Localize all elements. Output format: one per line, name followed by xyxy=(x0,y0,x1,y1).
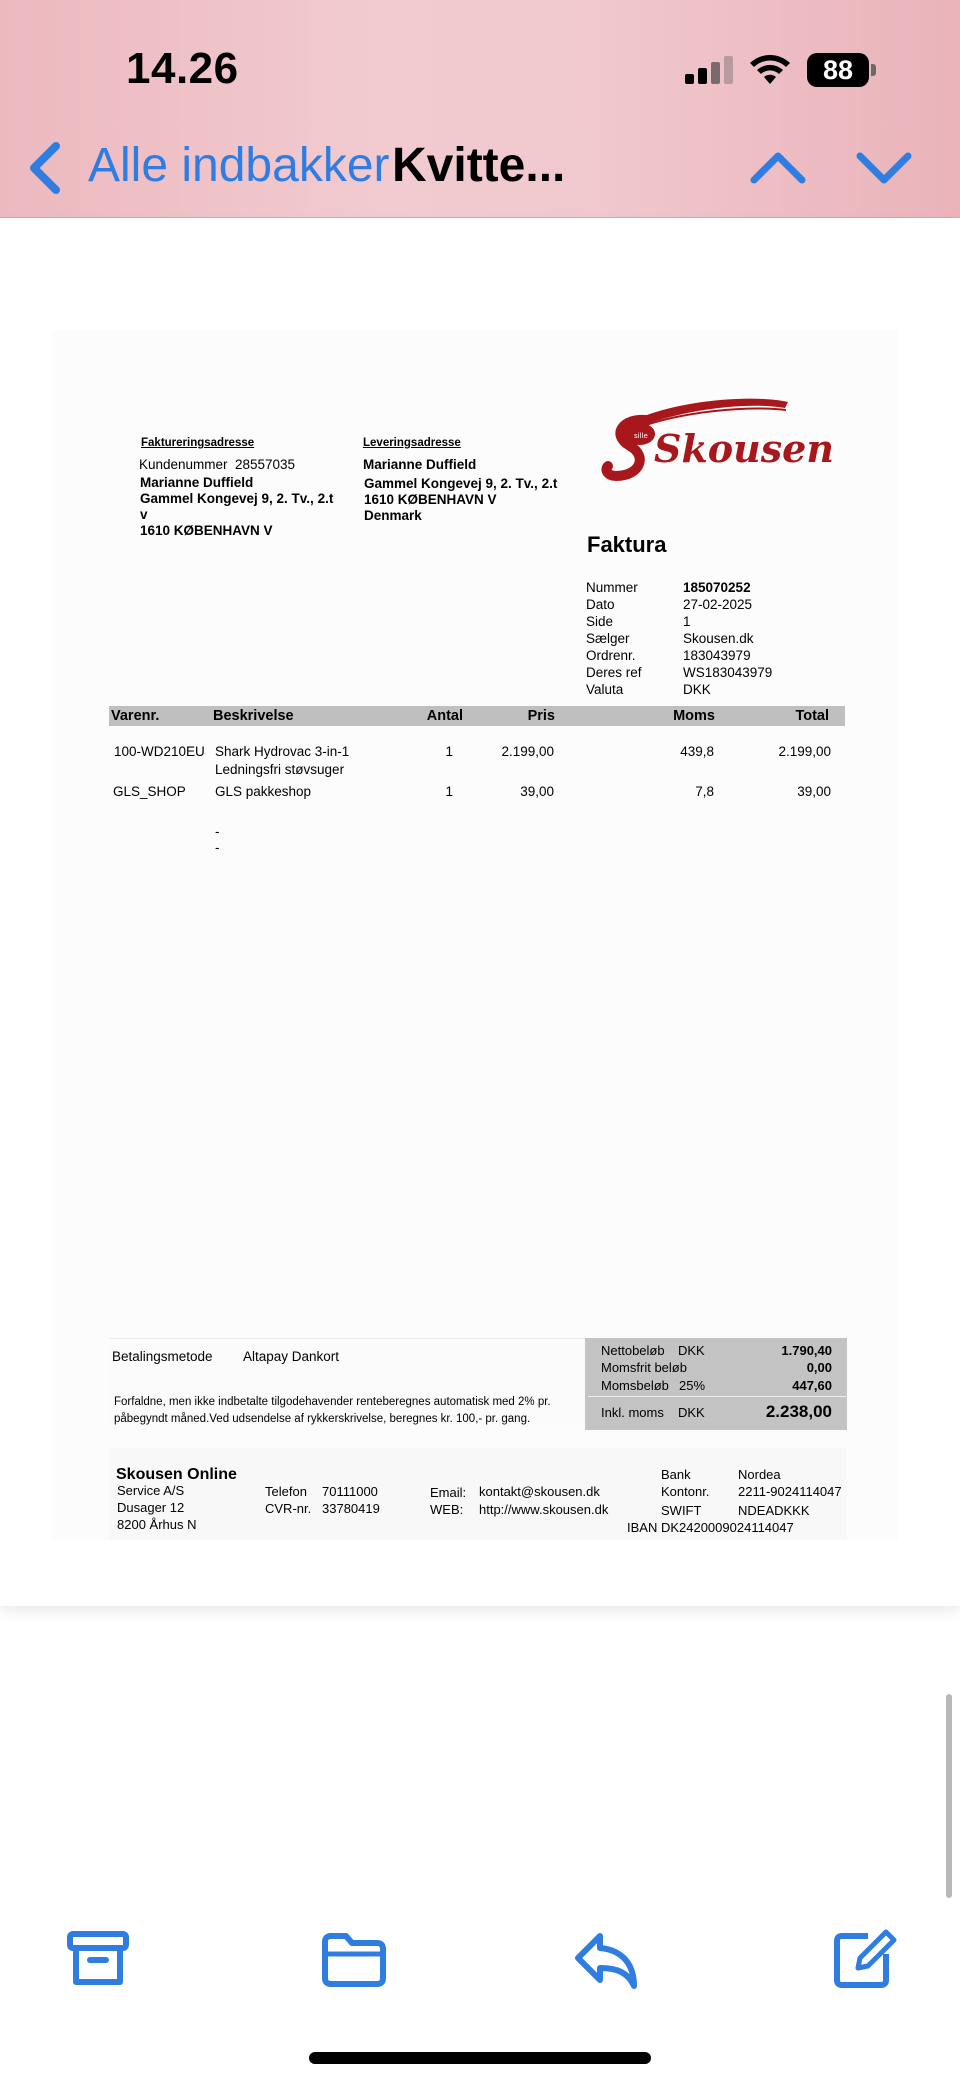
meta-label: Ordrenr. xyxy=(586,648,636,663)
meta-label: Side xyxy=(586,614,614,629)
dash-line: - xyxy=(215,840,220,855)
meta-value: 27-02-2025 xyxy=(683,597,753,612)
line-pris: 39,00 xyxy=(520,784,554,799)
customer-number: 28557035 xyxy=(235,457,296,472)
netto-label: Nettobeløb xyxy=(601,1343,665,1358)
company-name: Skousen Online xyxy=(116,1466,237,1483)
moms-rate: 25% xyxy=(679,1378,706,1393)
line-varenr: GLS_SHOP xyxy=(113,784,186,799)
lines-table-header xyxy=(109,706,845,726)
delivery-country: Denmark xyxy=(364,508,422,523)
line-desc: GLS pakkeshop xyxy=(215,784,312,799)
swift: NDEADKKK xyxy=(738,1503,810,1518)
col-varenr: Varenr. xyxy=(111,708,160,724)
line-varenr: 100-WD210EU xyxy=(114,744,205,759)
iban: IBAN DK2420009024114047 xyxy=(627,1520,794,1535)
line-moms: 439,8 xyxy=(680,744,714,759)
line-desc-cont: Ledningsfri støvsuger xyxy=(215,762,345,777)
previous-message-icon[interactable] xyxy=(748,148,808,188)
meta-label: Dato xyxy=(586,597,615,612)
col-total: Total xyxy=(795,708,829,724)
payment-notice-2: påbegyndt måned.Ved udsendelse af rykkerskrivelse, beregnes kr. 100,- pr. gang. xyxy=(114,1413,531,1425)
svg-text:sille: sille xyxy=(634,432,648,440)
billing-street-cont: v xyxy=(140,507,148,522)
scrollbar[interactable] xyxy=(946,1694,952,1898)
moms-value: 447,60 xyxy=(792,1378,832,1393)
konto: 2211-9024114047 xyxy=(738,1484,842,1499)
line-total: 2.199,00 xyxy=(778,744,831,759)
line-desc: Shark Hydrovac 3-in-1 xyxy=(215,744,350,759)
swift-label: SWIFT xyxy=(661,1503,702,1518)
delivery-heading: Leveringsadresse xyxy=(363,437,461,449)
meta-label: Deres ref xyxy=(586,665,642,680)
payment-method: Altapay Dankort xyxy=(243,1349,340,1364)
meta-value: 1 xyxy=(683,614,691,629)
wifi-icon xyxy=(749,54,791,86)
payment-notice-1: Forfaldne, men ikke indbetalte tilgodehavender renteberegnes automatisk med 2% pr. xyxy=(114,1396,551,1408)
battery-level: 88 xyxy=(807,53,869,87)
inkl-currency: DKK xyxy=(678,1405,705,1420)
line-antal: 1 xyxy=(445,784,453,799)
delivery-city: 1610 KØBENHAVN V xyxy=(364,492,497,507)
status-time: 14.26 xyxy=(126,44,239,93)
archive-icon[interactable] xyxy=(66,1928,130,1990)
meta-label: Sælger xyxy=(586,631,630,646)
netto-value: 1.790,40 xyxy=(781,1343,832,1358)
billing-heading: Faktureringsadresse xyxy=(141,437,255,449)
home-indicator[interactable] xyxy=(309,2052,651,2064)
meta-label: Nummer xyxy=(586,580,638,595)
reply-icon[interactable] xyxy=(574,1928,638,1990)
back-to-inboxes-button[interactable]: Alle indbakker xyxy=(88,139,390,192)
col-beskrivelse: Beskrivelse xyxy=(213,708,294,724)
meta-value: DKK xyxy=(683,682,711,697)
next-message-icon[interactable] xyxy=(854,148,914,188)
meta-value: 185070252 xyxy=(683,580,751,595)
skousen-logo xyxy=(602,390,834,490)
delivery-name: Marianne Duffield xyxy=(363,457,477,472)
line-total: 39,00 xyxy=(797,784,831,799)
konto-label: Kontonr. xyxy=(661,1484,710,1499)
phone: 70111000 xyxy=(322,1484,378,1499)
logo-text: Skousen xyxy=(654,426,834,471)
col-pris: Pris xyxy=(527,708,555,724)
inkl-value: 2.238,00 xyxy=(765,1402,832,1421)
line-moms: 7,8 xyxy=(695,784,714,799)
company-line3: 8200 Århus N xyxy=(117,1517,197,1532)
customer-number-label: Kundenummer xyxy=(139,457,228,472)
meta-value: 183043979 xyxy=(683,648,751,663)
line-antal: 1 xyxy=(445,744,453,759)
delivery-street: Gammel Kongevej 9, 2. Tv., 2.t xyxy=(364,476,558,491)
battery-icon xyxy=(807,53,876,87)
meta-label: Valuta xyxy=(586,682,624,697)
mail-header xyxy=(0,0,960,218)
web-link[interactable]: http://www.skousen.dk xyxy=(479,1502,609,1517)
email-link[interactable]: kontakt@skousen.dk xyxy=(479,1484,600,1499)
dash-line: - xyxy=(215,824,220,839)
momsfrit-value: 0,00 xyxy=(806,1360,832,1375)
cvr-label: CVR-nr. xyxy=(265,1501,312,1516)
billing-city: 1610 KØBENHAVN V xyxy=(140,523,273,538)
billing-name: Marianne Duffield xyxy=(140,475,254,490)
payment-method-label: Betalingsmetode xyxy=(112,1349,213,1364)
netto-currency: DKK xyxy=(678,1343,705,1358)
phone-label: Telefon xyxy=(265,1484,307,1499)
company-line1: Service A/S xyxy=(117,1483,185,1498)
inkl-label: Inkl. moms xyxy=(601,1405,664,1420)
meta-value: Skousen.dk xyxy=(683,631,754,646)
bank: Nordea xyxy=(738,1467,781,1482)
compose-icon[interactable] xyxy=(832,1928,896,1990)
col-antal: Antal xyxy=(426,708,463,724)
billing-street: Gammel Kongevej 9, 2. Tv., 2.t xyxy=(140,491,334,506)
email-label: Email: xyxy=(430,1485,467,1500)
message-title: Kvitte... xyxy=(392,139,566,192)
cvr: 33780419 xyxy=(322,1501,380,1516)
momsfrit-label: Momsfrit beløb xyxy=(601,1360,687,1375)
invoice-title: Faktura xyxy=(587,532,667,557)
line-pris: 2.199,00 xyxy=(501,744,554,759)
web-label: WEB: xyxy=(430,1502,464,1517)
bank-label: Bank xyxy=(661,1467,691,1482)
col-moms: Moms xyxy=(673,708,715,724)
company-line2: Dusager 12 xyxy=(117,1500,185,1515)
status-icons xyxy=(685,50,876,90)
back-chevron-icon[interactable] xyxy=(26,140,66,196)
meta-value: WS183043979 xyxy=(683,665,773,680)
folder-icon[interactable] xyxy=(320,1928,388,1990)
moms-label: Momsbeløb xyxy=(601,1378,669,1393)
cellular-signal-icon xyxy=(685,54,733,86)
